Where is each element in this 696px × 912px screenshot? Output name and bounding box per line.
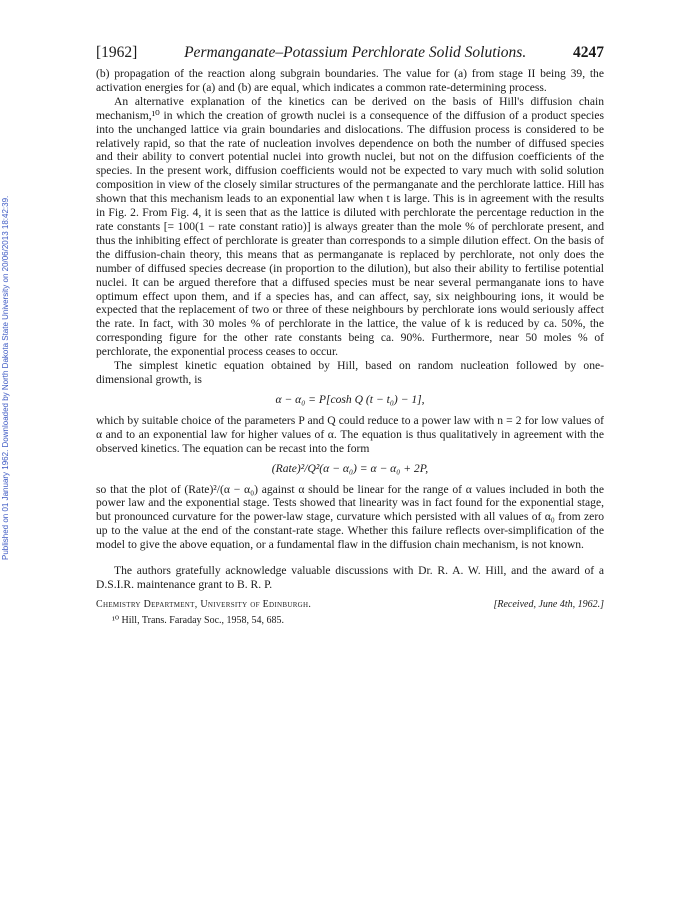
running-header — [96, 44, 604, 62]
page-number: 4247 — [572, 44, 604, 61]
acknowledgement: The authors gratefully acknowledge valuable discussions with Dr. R. A. W. Hill, and the award of a D.S.I.R. maintenance grant to B. R. P. — [96, 564, 604, 591]
paragraph-diffusion-chain: An alternative explanation of the kinetics can be derived on the basis of Hill's diffusion chain mechanism,¹⁰ in which the creation of growth nuclei is a consequence of the diffusion of a product species into the unchanged lattice via grain boundaries and dislocations. The diffusion process is considered to be relatively rapid, so that the rate of nucleation involves dependence on both the number of diffused species and their ability to convert potential nuclei into growth nuclei, but not on the diffusion coefficients of the species. In the present work, diffusion coefficients would not be expected to vary much with solid solution composition in view of the closely similar structures of the permanganate and the perchlorate lattice. Hill has shown that this mechanism leads to an exponential law when t is large. This is in agreement with the results in Fig. 2. From Fig. 4, it is seen that as the lattice is diluted with perchlorate the percentage reduction in the rate constants [= 100(1 − rate constant ratio)] is always greater than the mole % of perchlorate present, and thus the inhibiting effect of perchlorate is greater than corresponds to a simple dilution effect. On the basis of the diffusion-chain theory, this means that as permanganate is replaced by perchlorate, not only does the number of diffused species decrease (in proportion to the dilution), but also their ability to fertilise potential nuclei. It can be argued therefore that a diffused species must be near several permanganate ions to have optimum effect upon them, and if a species has, and can affect, say, six neighbouring ions, it would be expected that the replacement of two or three of these neighbours by perchlorate ions would seriously affect the rate. In fact, with 30 moles % of perchlorate in the lattice, the value of k is reduced by ca. 50%, the corresponding figure for the other rate constants being ca. 90%. Furthermore, near 50 moles % of perchlorate, the exponential process ceases to occur. — [96, 94, 604, 359]
paragraph-power-law: which by suitable choice of the parameters P and Q could reduce to a power law with n = 2 for low values of α and to an exponential law for higher values of α. The equation is thus qualitatively in agreement with the observed kinetics. The equation can be recast into the form — [96, 413, 604, 455]
header-title: Permanganate–Potassium Perchlorate Solid Solutions. — [184, 44, 527, 61]
received-date: [Received, June 4th, 1962.] — [493, 598, 604, 610]
footnote-reference: ¹⁰ Hill, Trans. Faraday Soc., 1958, 54, 685. — [112, 614, 285, 626]
header-year: [1962] — [96, 44, 138, 61]
download-watermark: Published on 01 January 1962. Downloaded by North Dakota State University on 20/06/2013 18:42:39. — [1, 195, 10, 560]
paragraph-kinetic-equation: The simplest kinetic equation obtained by Hill, based on random nucleation followed by one-dimensional growth, is — [96, 359, 604, 386]
equation-cosh: α − α₀ = P[cosh Q (t − t₀) − 1], — [275, 392, 425, 406]
affiliation: Chemistry Department, University of Edinburgh. — [96, 598, 312, 610]
paragraph-continuation: (b) propagation of the reaction along subgrain boundaries. The value for (a) from stage II being 39, the activation energies for (a) and (b) are equal, which indicates a common rate-determining process. — [96, 67, 604, 94]
equation-rate: (Rate)²/Q²(α − α₀) = α − α₀ + 2P, — [271, 461, 429, 475]
affiliation-line — [96, 599, 604, 610]
paragraph-linearity-tests: so that the plot of (Rate)²/(α − α₀) against α should be linear for the range of α values included in both the power law and the exponential stage. Tests showed that linearity was in fact found for the exponential stage, but pronounced curvature for the power-law stage, curvature which persisted with all values of α₀ from zero up to the value at the end of the constant-rate stage. Whether this failure reflects over-simplification of the model to give the above equation, or a fundamental flaw in the diffusion chain mechanism, is not known. — [96, 482, 604, 552]
journal-page — [96, 44, 604, 626]
